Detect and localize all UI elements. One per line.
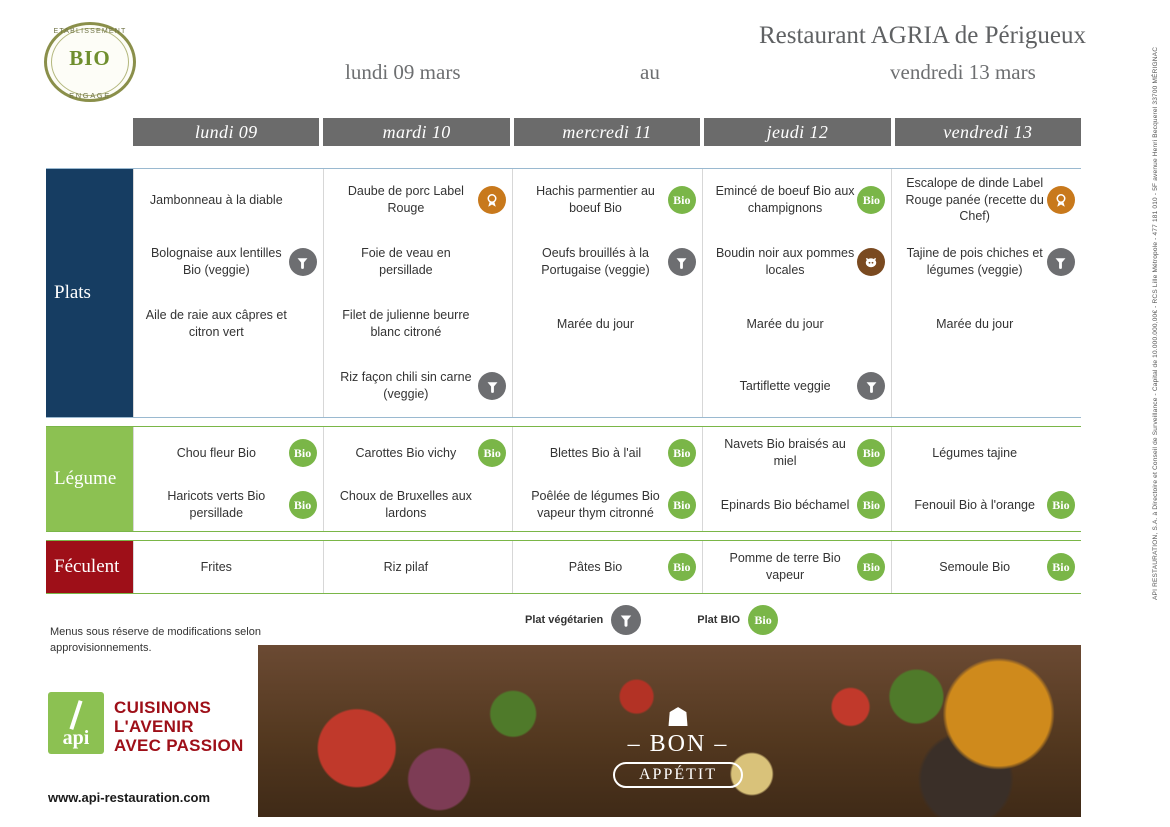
menu-cell [892, 355, 1081, 417]
vegetarien-icon [611, 605, 641, 635]
menu-cell [134, 293, 323, 355]
menu-item-text: Légumes tajine [932, 445, 1018, 460]
menu-item-text: Navets Bio braisés au miel [724, 437, 846, 468]
menu-cell [892, 293, 1081, 355]
bio-logo-bottom-text: ENGAGE [69, 91, 111, 100]
menu-cell [703, 479, 892, 531]
menu-item-text: Tajine de pois chiches et légumes (veggie) [906, 246, 1043, 277]
menu-cell [324, 479, 513, 531]
bio-icon: Bio [857, 553, 885, 581]
menu-cell [324, 427, 513, 479]
menu-cell [134, 355, 323, 417]
porc-icon [857, 248, 885, 276]
menu-column [133, 169, 323, 417]
menu-item-text: Pâtes Bio [568, 559, 623, 574]
menu-cell [134, 479, 323, 531]
menu-item-text: Marée du jour [746, 316, 824, 331]
menu-item-text: Riz façon chili sin carne (veggie) [340, 370, 472, 401]
menu-column [512, 541, 702, 593]
section-columns [133, 169, 1081, 417]
menu-item-text: Jambonneau à la diable [149, 192, 283, 207]
label-rouge-icon [1047, 186, 1075, 214]
day-header-5: vendredi 13 [895, 118, 1081, 146]
menu-cell [513, 479, 702, 531]
menu-cell [892, 479, 1081, 531]
bio-logo-top-text: ETABLISSEMENT [53, 28, 127, 35]
day-header-2: mardi 10 [323, 118, 509, 146]
menu-cell [703, 355, 892, 417]
menu-item-text: Choux de Bruxelles aux lardons [339, 489, 472, 520]
section-columns [133, 541, 1081, 593]
menu-column [702, 541, 892, 593]
menu-item-text: Filet de julienne beurre blanc citroné [342, 308, 470, 339]
disclaimer-text: Menus sous réserve de modifications selon approvisionnements. [50, 626, 261, 654]
bio-icon: Bio [668, 491, 696, 519]
bon-appetit-badge [613, 703, 743, 788]
menu-item-text: Poêlée de légumes Bio vapeur thym citronné [531, 489, 660, 520]
menu-item-text: Marée du jour [556, 316, 635, 331]
date-start: lundi 09 mars [345, 60, 461, 84]
menu-column [512, 427, 702, 531]
date-separator: au [640, 60, 660, 84]
menu-cell [513, 293, 702, 355]
menu-cell [703, 541, 892, 593]
section-label: Plats [46, 169, 133, 417]
bio-icon: Bio [289, 439, 317, 467]
legend-bio [697, 605, 778, 635]
day-header-row [133, 118, 1081, 146]
menu-column [702, 427, 892, 531]
date-range [150, 60, 1090, 90]
menu-item-text: Escalope de dinde Label Rouge panée (recette du Chef) [905, 175, 1044, 224]
menu-grid [46, 168, 1081, 594]
menu-item-text: Blettes Bio à l'ail [549, 445, 642, 460]
vegetarien-icon [1047, 248, 1075, 276]
api-logo-stem [69, 700, 82, 730]
menu-item-text: Aile de raie aux câpres et citron vert [145, 308, 287, 339]
menu-column [891, 169, 1081, 417]
menu-cell [134, 541, 323, 593]
api-slogan [114, 698, 244, 755]
bio-logo-center-text: BIO [69, 46, 111, 70]
bio-icon: Bio [748, 605, 778, 635]
api-slogan-line1: CUISINONS [114, 698, 212, 717]
menu-item-text: Daube de porc Label Rouge [347, 184, 464, 215]
menu-cell [513, 427, 702, 479]
vegetarien-icon [478, 372, 506, 400]
vegetarien-icon [289, 248, 317, 276]
menu-item-text: Marée du jour [936, 316, 1014, 331]
api-slogan-line2: L'AVENIR [114, 717, 194, 736]
legal-notice: API RESTAURATION, S.A. à Directoire et Conseil de Surveillance - Capital de 10.000.000,00€ - RCS Lille Métropole - 477 181 010 - 5F avenue Henri Becquerel 33700 MÉRIGNAC [1152, 46, 1159, 600]
menu-item-text: Epinards Bio béchamel [720, 497, 850, 512]
menu-cell [513, 231, 702, 293]
api-website-url: www.api-restauration.com [48, 790, 211, 805]
menu-cell [134, 231, 323, 293]
menu-cell [134, 169, 323, 231]
bio-icon: Bio [857, 439, 885, 467]
section-label: Légume [46, 427, 133, 531]
menu-item-text: Riz pilaf [383, 559, 429, 574]
day-header-4: jeudi 12 [704, 118, 890, 146]
api-logo [48, 690, 248, 770]
menu-section [46, 168, 1081, 418]
day-header-1: lundi 09 [133, 118, 319, 146]
menu-item-text: Haricots verts Bio persillade [167, 489, 266, 520]
bio-icon: Bio [1047, 553, 1075, 581]
menu-cell [703, 231, 892, 293]
legend [525, 600, 925, 640]
legend-bio-label: Plat BIO [697, 614, 741, 626]
menu-column [323, 427, 513, 531]
footer-food-photo [258, 645, 1081, 817]
menu-item-text: Bolognaise aux lentilles Bio (veggie) [150, 246, 282, 277]
menu-item-text: Pomme de terre Bio vapeur [729, 551, 841, 582]
menu-item-text: Frites [200, 559, 232, 574]
menu-item-text: Carottes Bio vichy [355, 445, 457, 460]
menu-cell [703, 293, 892, 355]
menu-column [891, 541, 1081, 593]
bon-text: – BON – [627, 731, 729, 757]
menu-item-text: Semoule Bio [939, 559, 1011, 574]
menu-cell [892, 231, 1081, 293]
menu-cell [324, 293, 513, 355]
menu-cell [134, 427, 323, 479]
menu-item-text: Fenouil Bio à l'orange [914, 497, 1035, 512]
bio-icon: Bio [1047, 491, 1075, 519]
section-label: Féculent [46, 541, 133, 593]
bio-icon: Bio [857, 491, 885, 519]
menu-cell [324, 541, 513, 593]
menu-cell [892, 541, 1081, 593]
bio-engage-logo [44, 22, 140, 106]
label-rouge-icon [478, 186, 506, 214]
menu-column [702, 169, 892, 417]
page-title: Restaurant AGRIA de Périgueux [758, 22, 1086, 49]
menu-column [133, 427, 323, 531]
day-header-3: mercredi 11 [514, 118, 700, 146]
menu-item-text: Hachis parmentier au boeuf Bio [536, 184, 655, 215]
menu-column [133, 541, 323, 593]
menu-cell [324, 169, 513, 231]
menu-item-text: Chou fleur Bio [176, 445, 256, 460]
bio-icon: Bio [857, 186, 885, 214]
menu-item-text: Tartiflette veggie [739, 378, 831, 393]
api-logo-mark [48, 692, 104, 754]
section-columns [133, 427, 1081, 531]
vegetarien-icon [668, 248, 696, 276]
menu-cell [324, 355, 513, 417]
menu-column [512, 169, 702, 417]
bio-icon: Bio [478, 439, 506, 467]
menu-item-text: Boudin noir aux pommes locales [715, 246, 855, 277]
menu-cell [892, 169, 1081, 231]
legend-vegetarien-label: Plat végétarien [525, 614, 604, 626]
bio-icon: Bio [668, 186, 696, 214]
menu-item-text: Emincé de boeuf Bio aux champignons [715, 184, 855, 215]
menu-cell [513, 355, 702, 417]
menu-cell [892, 427, 1081, 479]
vegetarien-icon [857, 372, 885, 400]
menu-item-text: Foie de veau en persillade [361, 246, 451, 277]
date-end: vendredi 13 mars [890, 60, 1036, 84]
menu-section [46, 540, 1081, 594]
bio-icon: Bio [668, 553, 696, 581]
menu-cell [513, 541, 702, 593]
menu-section [46, 426, 1081, 532]
menu-item-text: Oeufs brouillés à la Portugaise (veggie) [541, 246, 650, 277]
legend-vegetarien [525, 605, 641, 635]
page-header [0, 0, 1170, 110]
menu-column [891, 427, 1081, 531]
menu-cell [703, 427, 892, 479]
api-logo-word: api [62, 727, 90, 749]
menu-column [323, 169, 513, 417]
bio-icon: Bio [668, 439, 696, 467]
appetit-text: APPÉTIT [613, 762, 743, 788]
menu-cell [703, 169, 892, 231]
menu-cell [513, 169, 702, 231]
api-slogan-line3: AVEC PASSION [114, 736, 244, 755]
menu-column [323, 541, 513, 593]
menu-cell [324, 231, 513, 293]
bio-icon: Bio [289, 491, 317, 519]
chef-hat-icon: ☗ [666, 703, 690, 732]
